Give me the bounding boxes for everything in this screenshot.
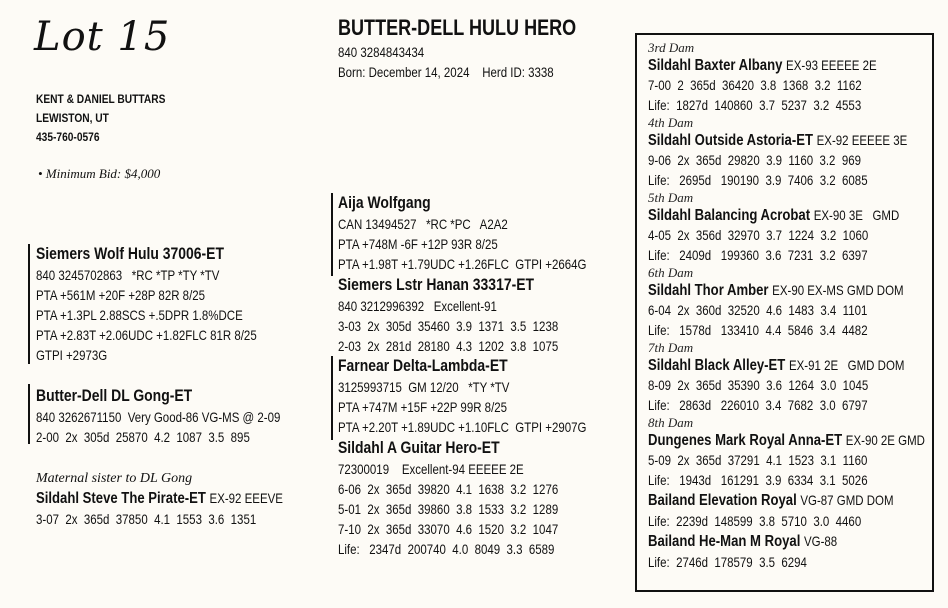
- sire-dam-block: [338, 274, 607, 356]
- sire-sire-line: PTA +748M -6F +12P 93R 8/25: [338, 236, 498, 252]
- animal-header: [338, 14, 628, 82]
- dam-class: EX-92 EEEEE 3E: [816, 132, 908, 148]
- dam-record: Life: 2409d 199360 3.6 7231 3.2 6397: [648, 247, 868, 263]
- dam-name: Sildahl Black Alley-ET: [648, 357, 786, 374]
- sire-bracket: [28, 244, 30, 364]
- dam-record: 9-06 2x 365d 29820 3.9 1160 3.2 969: [648, 152, 861, 168]
- minimum-bid: • Minimum Bid: $4,000: [38, 166, 161, 181]
- dam-record: 6-04 2x 360d 32520 4.6 1483 3.4 1101: [648, 302, 868, 318]
- dam-record: 4-05 2x 356d 32970 3.7 1224 3.2 1060: [648, 227, 869, 243]
- dam-record: 8-09 2x 365d 35390 3.6 1264 3.0 1045: [648, 377, 869, 393]
- dam-block: [36, 385, 334, 447]
- lot-title: Lot 15: [34, 14, 171, 60]
- owner-block: [36, 90, 165, 147]
- maternal-sister-label: Maternal sister to DL Gong: [36, 471, 193, 486]
- owner-phone: 435-760-0576: [36, 130, 100, 144]
- dam-sire-bracket: [331, 356, 333, 440]
- sire-line: 840 3245702863 *RC *TP *TY *TV: [36, 267, 220, 283]
- dam-generation-label: 7th Dam: [648, 340, 694, 355]
- animal-born-line: Born: December 14, 2024 Herd ID: 3338: [338, 64, 554, 80]
- dam-line: 2-00 2x 305d 25870 4.2 1087 3.5 895: [36, 429, 250, 445]
- dam-dam-line: 5-01 2x 365d 39860 3.8 1533 3.2 1289: [338, 501, 559, 517]
- dam-class: EX-90 EX-MS GMD DOM: [772, 282, 904, 298]
- dam-record: Life: 1578d 133410 4.4 5846 3.4 4482: [648, 322, 868, 338]
- sire-block: [36, 243, 305, 365]
- owner-city: LEWISTON, UT: [36, 111, 109, 125]
- dam-class: VG-88: [804, 533, 838, 549]
- dam-dam-block: [338, 437, 607, 559]
- dam-class: EX-93 EEEEE 2E: [786, 57, 877, 73]
- sire-line: PTA +561M +20F +28P 82R 8/25: [36, 287, 206, 303]
- dam-class: VG-87 GMD DOM: [800, 492, 894, 508]
- dam-generation-label: 5th Dam: [648, 190, 694, 205]
- dam-dam-line: Life: 2347d 200740 4.0 8049 3.3 6589: [338, 541, 555, 557]
- dam-name: Bailand Elevation Royal: [648, 492, 797, 509]
- dam-record: 7-00 2 365d 36420 3.8 1368 3.2 1162: [648, 77, 862, 93]
- dam-name: Dungenes Mark Royal Anna-ET: [648, 432, 843, 449]
- dam-record: Life: 2239d 148599 3.8 5710 3.0 4460: [648, 513, 862, 529]
- dam-bracket: [28, 384, 30, 444]
- dam-dam-line: 7-10 2x 365d 33070 4.6 1520 3.2 1047: [338, 521, 559, 537]
- dam-name: Sildahl Outside Astoria-ET: [648, 132, 813, 149]
- dam-dam-name: Sildahl A Guitar Hero-ET: [338, 438, 500, 457]
- dam-name: Sildahl Balancing Acrobat: [648, 207, 811, 224]
- dam-record: Life: 2746d 178579 3.5 6294: [648, 554, 807, 570]
- maternal-sister-block: [36, 470, 337, 529]
- sire-name: Siemers Wolf Hulu 37006-ET: [36, 244, 224, 263]
- dam-class: EX-90 3E GMD: [813, 207, 900, 223]
- sire-line: GTPI +2973G: [36, 347, 108, 363]
- dam-generation-label: 3rd Dam: [648, 40, 695, 55]
- sire-line: PTA +2.83T +2.06UDC +1.82FLC 81R 8/25: [36, 327, 257, 343]
- dam-class: EX-91 2E GMD DOM: [788, 357, 905, 373]
- dam-name: Butter-Dell DL Gong-ET: [36, 386, 193, 405]
- dam-sire-block: [338, 355, 641, 437]
- animal-name: BUTTER-DELL HULU HERO: [338, 15, 577, 40]
- dam-generation-label: 6th Dam: [648, 265, 694, 280]
- dam-record: Life: 2863d 226010 3.4 7682 3.0 6797: [648, 397, 868, 413]
- sire-sire-line: PTA +1.98T +1.79UDC +1.26FLC GTPI +2664G: [338, 256, 587, 272]
- sire-dam-line: 2-03 2x 281d 28180 4.3 1202 3.8 1075: [338, 338, 559, 354]
- dam-generation-label: 8th Dam: [648, 415, 694, 430]
- dam-lineage-box: [635, 33, 934, 592]
- sire-dam-line: 3-03 2x 305d 35460 3.9 1371 3.5 1238: [338, 318, 559, 334]
- maternal-sister-class: EX-92 EEEVE: [209, 490, 283, 506]
- sire-sire-block: [338, 192, 641, 274]
- sire-sire-name: Aija Wolfgang: [338, 193, 431, 212]
- sire-line: PTA +1.3PL 2.88SCS +.5DPR 1.8%DCE: [36, 307, 243, 323]
- animal-reg-number: 840 3284843434: [338, 44, 425, 60]
- dam-name: Sildahl Baxter Albany: [648, 57, 783, 74]
- sire-sire-line: CAN 13494527 *RC *PC A2A2: [338, 216, 508, 232]
- owner-name: KENT & DANIEL BUTTARS: [36, 92, 166, 106]
- maternal-sister-line: 3-07 2x 365d 37850 4.1 1553 3.6 1351: [36, 511, 257, 527]
- dam-dam-line: 6-06 2x 365d 39820 4.1 1638 3.2 1276: [338, 481, 559, 497]
- dam-class: EX-90 2E GMD: [845, 432, 925, 448]
- sire-sire-bracket: [331, 193, 333, 276]
- dam-record: 5-09 2x 365d 37291 4.1 1523 3.1 1160: [648, 452, 868, 468]
- dam-record: Life: 2695d 190190 3.9 7406 3.2 6085: [648, 172, 868, 188]
- dam-sire-line: PTA +2.20T +1.89UDC +1.10FLC GTPI +2907G: [338, 419, 587, 435]
- dam-sire-line: 3125993715 GM 12/20 *TY *TV: [338, 379, 510, 395]
- dam-record: Life: 1943d 161291 3.9 6334 3.1 5026: [648, 472, 868, 488]
- sire-dam-line: 840 3212996392 Excellent-91: [338, 298, 497, 314]
- dam-name: Sildahl Thor Amber: [648, 282, 769, 299]
- dam-name: Bailand He-Man M Royal: [648, 533, 801, 550]
- maternal-sister-name: Sildahl Steve The Pirate-ET: [36, 490, 206, 507]
- dam-record: Life: 1827d 140860 3.7 5237 3.2 4553: [648, 97, 862, 113]
- dam-dam-line: 72300019 Excellent-94 EEEEE 2E: [338, 461, 524, 477]
- dam-line: 840 3262671150 Very Good-86 VG-MS @ 2-09: [36, 409, 281, 425]
- dam-generation-label: 4th Dam: [648, 115, 694, 130]
- dam-sire-line: PTA +747M +15F +22P 99R 8/25: [338, 399, 508, 415]
- dam-sire-name: Farnear Delta-Lambda-ET: [338, 356, 508, 375]
- sire-dam-name: Siemers Lstr Hanan 33317-ET: [338, 275, 535, 294]
